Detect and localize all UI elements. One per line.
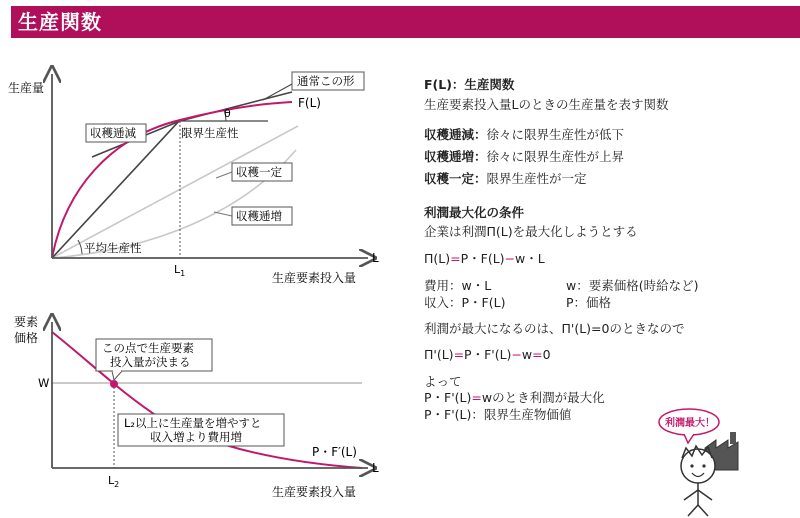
constant-term: 収穫一定： (424, 171, 487, 186)
callout-decision-line2: 投入量が決まる (110, 355, 191, 369)
marginal-label: 限界生産性 (181, 126, 239, 140)
page-title: 生産関数 (18, 10, 102, 34)
diminishing-term: 収穫逓減： (424, 127, 487, 142)
average-label: 平均生産性 (84, 241, 142, 255)
graph2-x-axis-label: 生産要素投入量 (272, 485, 357, 499)
f-description: 生産要素投入量Lのときの生産量を表す関数 (424, 97, 669, 112)
eq2-mvp: P・F'(L) (464, 347, 512, 362)
tick-l1: $L_1$ (174, 263, 186, 278)
constant-label: 収穫一定 (236, 165, 282, 179)
header-bar (6, 6, 800, 38)
normal-label-leader (263, 84, 292, 100)
profit-equation (424, 250, 545, 267)
character-arm-left (684, 490, 698, 500)
speech-text: 利潤最大！ (665, 418, 715, 429)
revenue-label: 収入：P・F(L) (424, 295, 506, 310)
character-arm-right (698, 490, 712, 500)
normal-label: 通常この形 (297, 74, 355, 88)
increasing-term: 収穫逓増： (424, 149, 487, 164)
character-eye-right (702, 464, 705, 467)
character-leg-left (688, 505, 698, 516)
graph1-x-axis-letter: L (372, 251, 379, 265)
equilibrium-point (110, 380, 118, 388)
derivative-equation (424, 346, 551, 363)
eq2-w: w (521, 347, 533, 362)
diminishing-desc: 徐々に限界生産性が低下 (486, 127, 625, 142)
profit-description: 企業は利潤Π(L)を最大化しようとする (424, 224, 638, 239)
constant-returns-line (52, 126, 298, 258)
constant-definition (424, 170, 587, 187)
eq1-lhs: Π(L) (424, 251, 451, 266)
result-text: wのとき利潤が最大化 (481, 390, 605, 405)
eq1-minus: − (504, 251, 516, 266)
w-label: W (38, 376, 50, 390)
constant-leader (216, 172, 232, 178)
graph2-y-axis-label-1: 要素 (14, 315, 39, 329)
therefore-label: よって (424, 374, 462, 389)
graph1-y-axis-label: 生産量 (8, 81, 45, 95)
curve-label: P・F′(L) (312, 445, 357, 459)
result-mvp: P・F'(L) (424, 390, 472, 405)
w-definition: w：要素価格(時給など) (566, 278, 699, 293)
increasing-definition (424, 148, 624, 165)
eq2-equals2: = (532, 347, 543, 362)
result-equals: = (471, 390, 482, 405)
result-line (424, 389, 605, 406)
increasing-desc: 徐々に限界生産性が上昇 (486, 149, 625, 164)
eq1-equals: = (450, 251, 461, 266)
f-title: F(L)：生産関数 (424, 77, 515, 92)
graph-factor-demand (14, 314, 379, 499)
character-illustration (659, 409, 738, 516)
callout-cost-line2: 収入増より費用増 (150, 430, 242, 444)
fl-label: F(L) (298, 96, 321, 110)
factory-chimney (730, 432, 736, 444)
increasing-label: 収穫逓増 (236, 209, 282, 223)
mvp-definition: P・F'(L)：限界生産物価値 (424, 407, 572, 422)
diminishing-definition (424, 126, 624, 143)
eq2-zero: 0 (542, 347, 551, 362)
header-notch-stripe (11, 6, 14, 38)
diminishing-label: 収穫逓減 (90, 126, 136, 140)
callout-cost-line1: L₂以上に生産量を増やすと (124, 416, 262, 430)
character-eye-left (690, 464, 693, 467)
increasing-leader (214, 212, 232, 216)
eq1-revenue: P・F(L) (460, 251, 505, 266)
speech-bubble-tail (684, 434, 694, 443)
graph2-y-axis-label-2: 価格 (14, 331, 39, 345)
graph1-x-axis-label: 生産要素投入量 (272, 271, 357, 285)
max-condition: 利潤が最大になるのは、Π'(L)=0のときなので (424, 321, 685, 336)
eq1-cost: w・L (515, 251, 545, 266)
eq2-equals: = (453, 347, 465, 362)
graph2-x-axis-letter: L (372, 461, 379, 475)
theta-label: θ (224, 107, 231, 120)
graph-production-function (8, 72, 379, 285)
page-header (0, 0, 800, 40)
constant-desc: 限界生産性が一定 (486, 171, 587, 186)
p-definition: P：価格 (566, 295, 612, 310)
cost-label: 費用：w・L (424, 278, 492, 293)
tick-l2: $L_2$ (108, 474, 120, 489)
callout-decision-line1: この点で生産要素 (102, 341, 194, 355)
profit-title: 利潤最大化の条件 (424, 205, 525, 220)
eq2-lhs: Π'(L) (424, 347, 454, 362)
eq2-minus: − (511, 347, 522, 362)
callout-decision-pointer (112, 371, 122, 380)
character-leg-right (698, 505, 708, 516)
